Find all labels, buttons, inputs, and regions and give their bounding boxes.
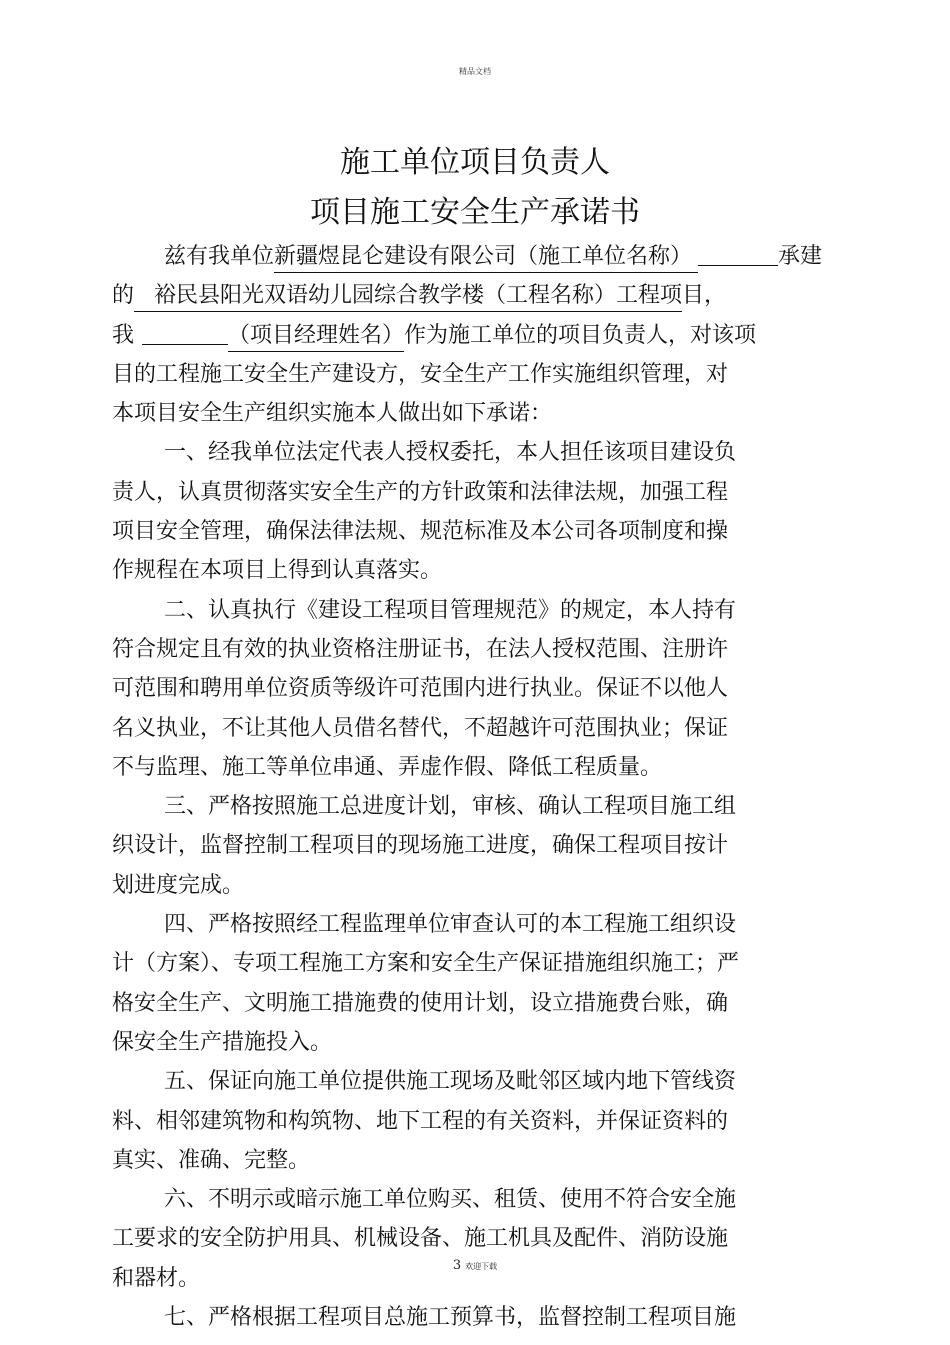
item-2-line: 符合规定且有效的执业资格注册证书，在法人授权范围、注册许 <box>112 636 729 662</box>
page-number: 3 <box>452 1258 462 1273</box>
intro-line-5: 本项目安全生产组织实施本人做出如下承诺： <box>112 401 553 427</box>
item-3-line: 划进度完成。 <box>112 872 245 898</box>
manager-name-blank <box>142 316 228 345</box>
item-1-line: 责人，认真贯彻落实安全生产的方针政策和法律法规，加强工程 <box>112 479 729 505</box>
item-2-line: 名义执业，不让其他人员借名替代，不超越许可范围执业；保证 <box>112 715 729 741</box>
item-4-line: 四、严格按照经工程监理单位审查认可的本工程施工组织设 <box>164 912 737 938</box>
intro-prefix: 兹有我单位 <box>164 244 275 269</box>
company-blank <box>698 237 778 266</box>
item-5-line: 料、相邻建筑物和构筑物、地下工程的有关资料，并保证资料的 <box>112 1108 729 1134</box>
item-6-line: 六、不明示或暗示施工单位购买、租赁、使用不符合安全施 <box>164 1187 737 1213</box>
footer-text: 欢迎下载 <box>465 1262 498 1271</box>
item-5-line: 真实、准确、完整。 <box>112 1147 311 1173</box>
item-5-line: 五、保证向施工单位提供施工现场及毗邻区域内地下管线资 <box>164 1069 737 1095</box>
item-6-line: 工要求的安全防护用具、机械设备、施工机具及配件、消防设施 <box>112 1226 729 1252</box>
item-2-line: 二、认真执行《建设工程项目管理规范》的规定，本人持有 <box>164 597 737 623</box>
item-1-line: 作规程在本项目上得到认真落实。 <box>112 558 443 584</box>
item-1-line: 项目安全管理，确保法律法规、规范标准及本公司各项制度和操 <box>112 519 729 545</box>
intro-line-4: 目的工程施工安全生产建设方，安全生产工作实施组织管理，对 <box>112 361 729 387</box>
document-title-line2: 项目施工安全生产承诺书 <box>310 195 640 230</box>
item-7-line: 七、严格根据工程项目总施工预算书，监督控制工程项目施 <box>164 1305 737 1331</box>
item-2-line: 可范围和聘用单位资质等级许可范围内进行执业。保证不以他人 <box>112 676 729 702</box>
item-3-line: 织设计，监督控制工程项目的现场施工进度，确保工程项目按计 <box>112 833 729 859</box>
intro-suffix: 承建 <box>778 244 823 269</box>
intro-text: 的 <box>112 283 135 309</box>
company-name-field: 新疆煜昆仑建设有限公司（施工单位名称） <box>274 242 698 273</box>
intro-text: 目， <box>682 283 727 309</box>
item-1-line: 一、经我单位法定代表人授权委托，本人担任该项目建设负 <box>164 440 737 466</box>
intro-line-1 <box>112 237 834 276</box>
item-6-line: 和器材。 <box>112 1265 201 1291</box>
document-title-line1: 施工单位项目负责人 <box>340 145 610 180</box>
project-name-field: 裕民县阳光双语幼儿园综合教学楼（工程名称）工程项 <box>134 281 682 312</box>
intro-line-2 <box>112 276 834 315</box>
item-4-line: 格安全生产、文明施工措施费的使用计划，设立措施费台账，确 <box>112 990 729 1016</box>
intro-line-3 <box>112 316 834 355</box>
header-watermark: 精品文档 <box>459 67 491 76</box>
document-body <box>112 237 834 1337</box>
page-footer <box>0 1258 950 1273</box>
manager-name-field: （项目经理姓名） <box>228 321 404 352</box>
intro-text: 作为施工单位的项目负责人，对该项 <box>404 322 757 348</box>
item-3-line: 三、严格按照施工总进度计划，审核、确认工程项目施工组 <box>164 794 737 820</box>
intro-text: 我 <box>112 322 135 348</box>
item-2-line: 不与监理、施工等单位串通、弄虚作假、降低工程质量。 <box>112 754 663 780</box>
item-4-line: 计（方案）、专项工程施工方案和安全生产保证措施组织施工；严 <box>112 951 740 977</box>
item-4-line: 保安全生产措施投入。 <box>112 1029 333 1055</box>
